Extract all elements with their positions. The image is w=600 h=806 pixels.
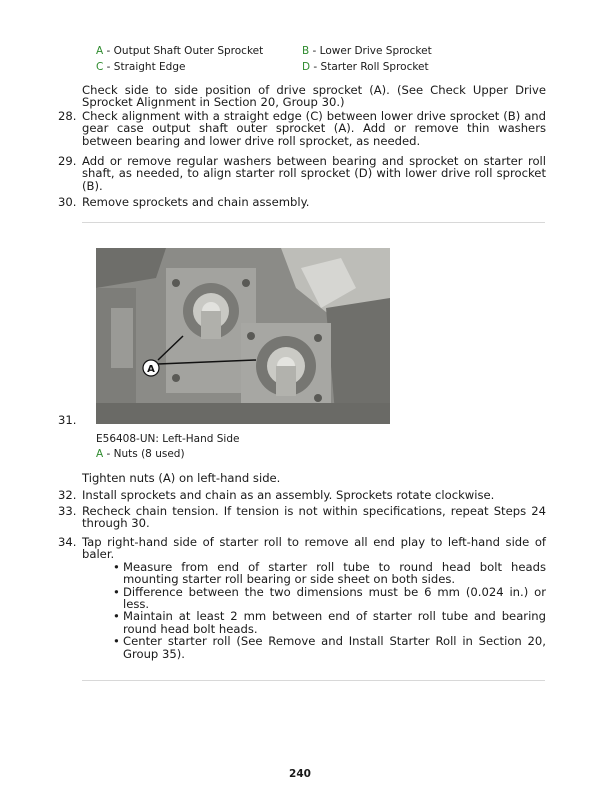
caption-legend [96,447,239,462]
step-text: Tap right-hand side of starter roll to remove all end play to left-hand side of baler. [82,535,546,562]
step-34 [58,536,546,660]
step-number: 29. [58,154,77,168]
step-number: 33. [58,504,77,518]
legend-item-b [302,43,508,59]
photo-illustration [96,248,390,424]
legend-text: - Straight Edge [103,61,186,73]
caption-letter: A [96,448,104,460]
divider [82,222,545,223]
legend-letter: C [96,61,104,73]
step-text: Install sprockets and chain as an assembly. Sprockets rotate clockwise. [82,488,495,502]
step-text: Check alignment with a straight edge (C) between lower drive sprocket (B) and gear case output shaft outer sprocket (A). Add or remove thin washers between bearing and lower drive roll sprocket, as needed. [82,109,546,148]
legend-text: - Starter Roll Sprocket [310,61,429,73]
bullet-item: • Difference between the two dimensions must be 6 mm (0.024 in.) or less. [113,586,546,611]
figure-caption [96,432,239,462]
step-29 [58,155,546,192]
bullet-item: • Center starter roll (See Remove and Install Starter Roll in Section 20, Group 35). [113,635,546,660]
step-text: Add or remove regular washers between bearing and sprocket on starter roll shaft, as needed, to align starter roll sprocket (D) with lower drive roll sprocket (B). [82,154,546,193]
caption-text: - Nuts (8 used) [103,448,185,460]
step-text: Remove sprockets and chain assembly. [82,195,310,209]
legend-item-d [302,59,508,75]
page-number: 240 [289,768,311,780]
step-30 [58,196,546,208]
step-number: 28. [58,109,77,123]
intro-paragraph: Check side to side position of drive sprocket (A). (See Check Upper Drive Sprocket Alignment in Section 20, Group 30.) [82,83,546,110]
tighten-paragraph: Tighten nuts (A) on left-hand side. [82,471,281,485]
legend-letter: A [96,45,104,57]
legend-text: - Output Shaft Outer Sprocket [103,45,264,57]
step-33 [58,505,546,530]
figure-legend [96,43,508,75]
step-28 [58,110,546,147]
sprocket-photo [96,248,390,424]
legend-letter: D [302,61,311,73]
callout-a: A [147,364,155,375]
step-31 [58,414,546,426]
step-number: 30. [58,195,77,209]
bullet-item: • Maintain at least 2 mm between end of starter roll tube and bearing round head bolt heads. [113,610,546,635]
legend-text: - Lower Drive Sprocket [309,45,432,57]
step-body [82,536,546,660]
caption-id: E56408-UN: Left-Hand Side [96,433,240,445]
step-text: Recheck chain tension. If tension is not within specifications, repeat Steps 24 through 30. [82,504,546,531]
legend-item-c [96,59,302,75]
bullet-list [82,561,546,660]
step-number: 32. [58,488,77,502]
divider [82,680,545,681]
step-number: 31. [58,413,77,427]
step-number: 34. [58,535,77,549]
step-32 [58,489,546,501]
legend-item-a [96,43,302,59]
legend-letter: B [302,45,310,57]
bullet-item: • Measure from end of starter roll tube to round head bolt heads mounting starter roll bearing or side sheet on both sides. [113,561,546,586]
